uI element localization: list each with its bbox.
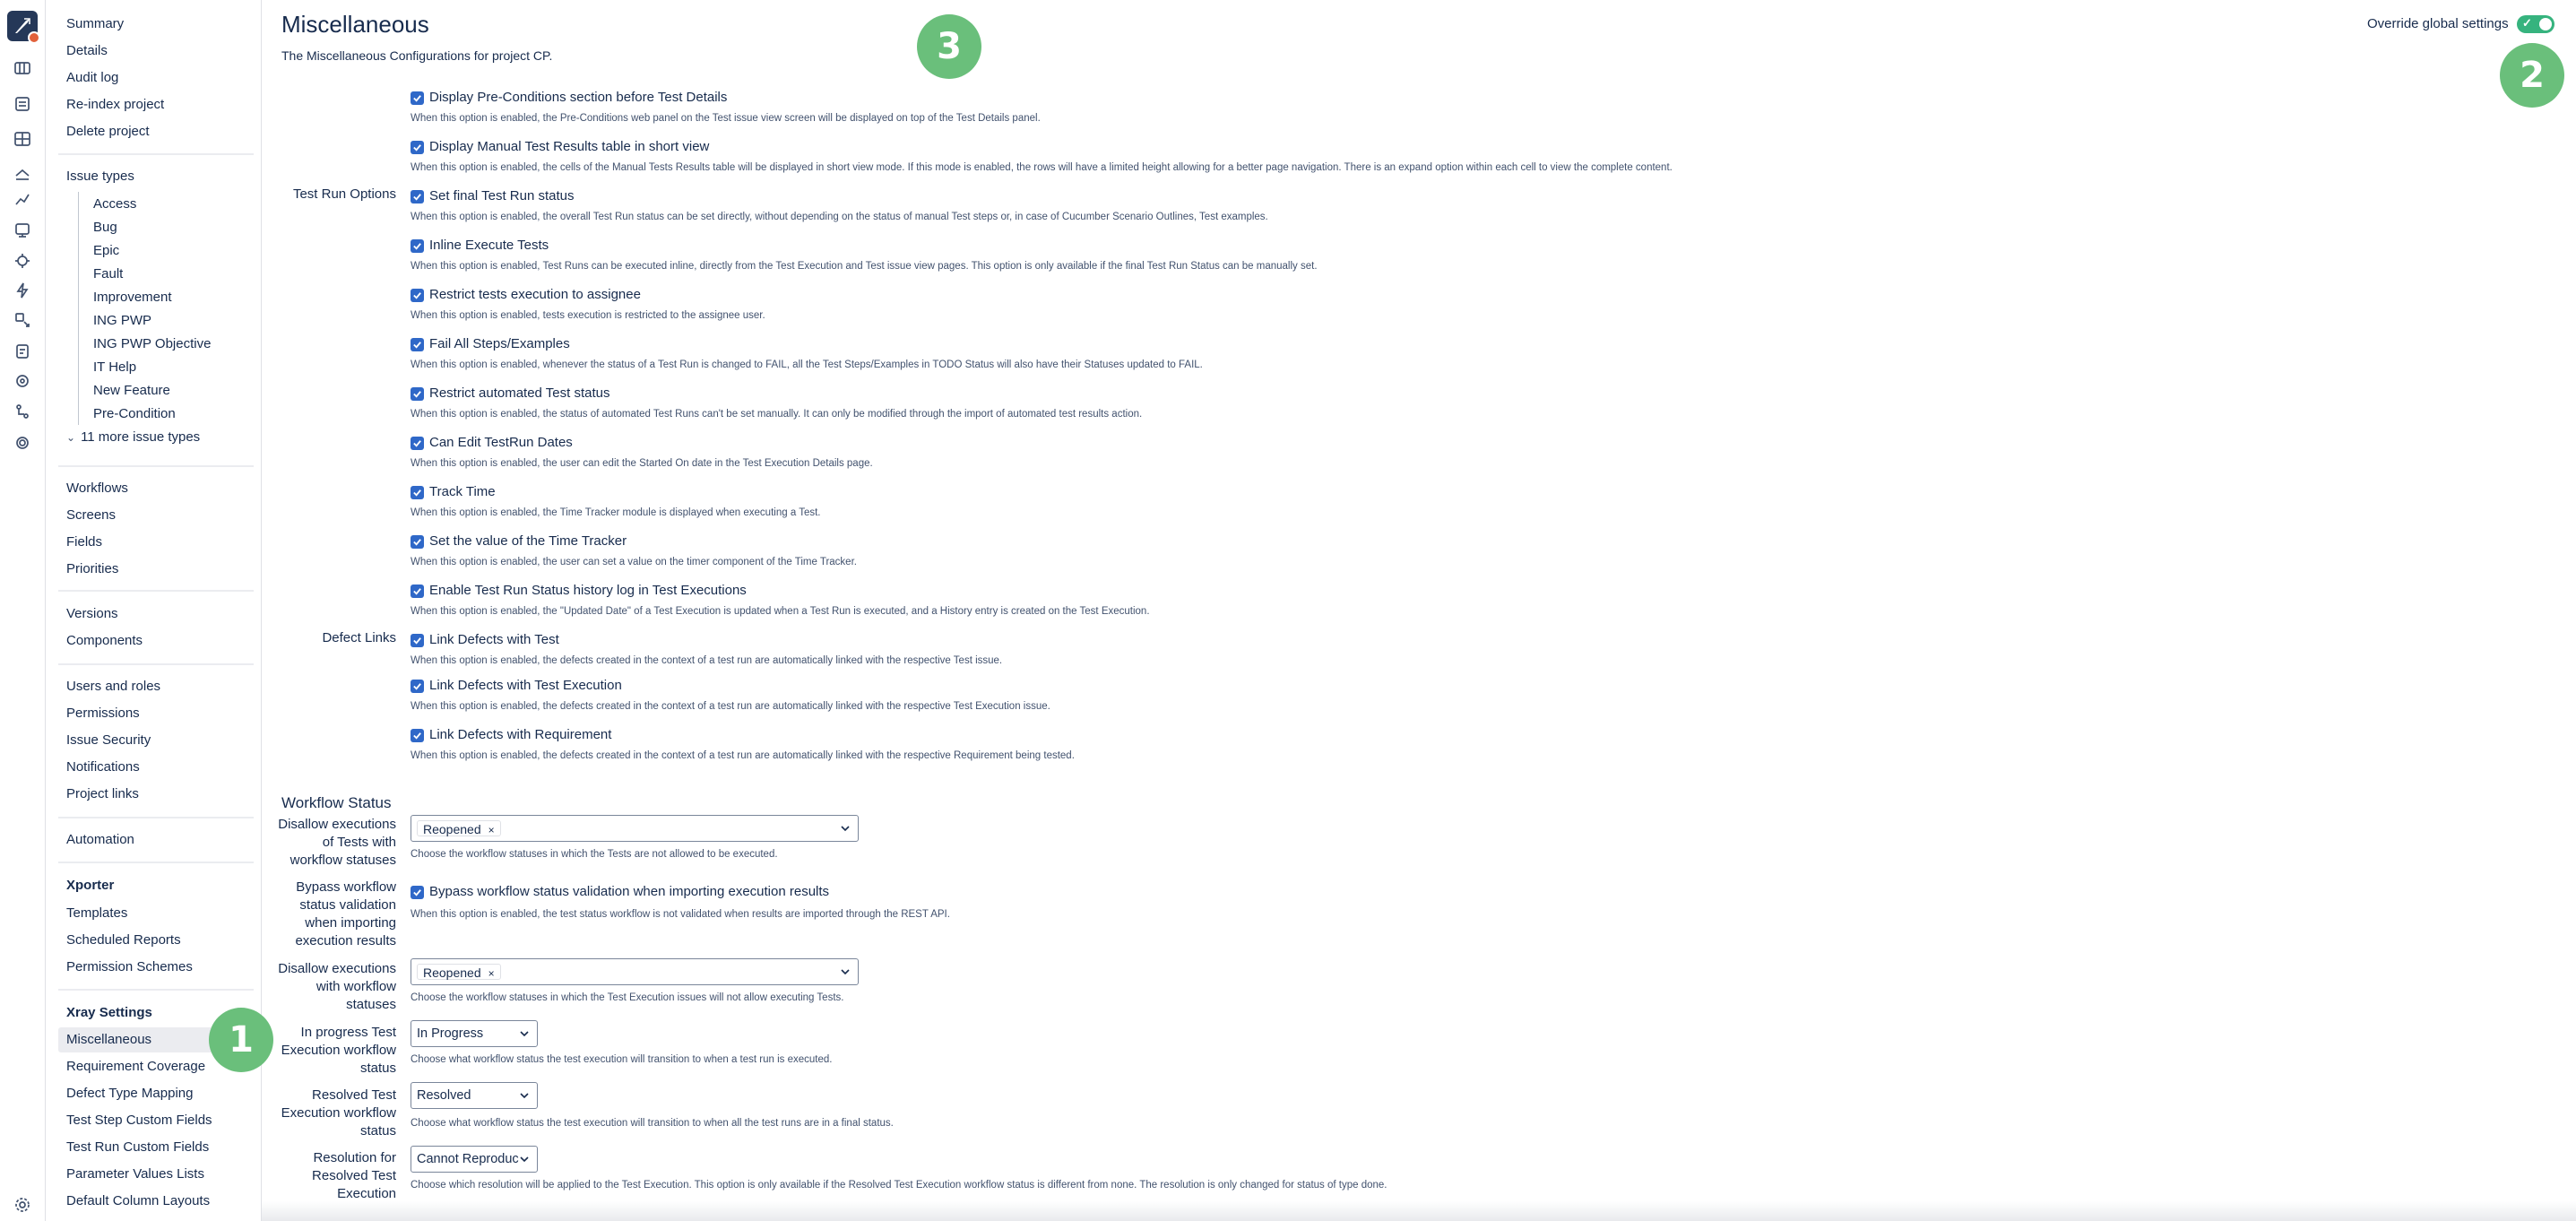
sidebar-heading-xray-settings: Xray Settings — [66, 1005, 152, 1020]
check-icon — [412, 93, 422, 103]
sidebar-item-default-column-layouts[interactable]: Default Column Layouts — [66, 1193, 211, 1208]
project-logo-icon[interactable] — [7, 11, 38, 41]
page-title: Miscellaneous — [281, 11, 429, 38]
workflow-status-heading: Workflow Status — [281, 794, 392, 811]
check-icon — [412, 681, 422, 691]
disallow-tests-statuses-select[interactable] — [411, 815, 859, 842]
chevron-down-icon — [840, 966, 851, 977]
in-progress-status-select[interactable] — [411, 1020, 538, 1047]
option-label[interactable]: Restrict tests execution to assignee — [429, 287, 641, 302]
label-line: Resolved Test — [312, 1168, 396, 1183]
check-icon — [412, 438, 422, 448]
check-icon — [412, 731, 422, 740]
sidebar-item-versions[interactable]: Versions — [66, 606, 118, 621]
sidebar-item-automation[interactable]: Automation — [66, 832, 134, 847]
backlog-icon[interactable] — [12, 93, 33, 115]
sidebar-issue-type-access[interactable]: Access — [93, 196, 137, 212]
sidebar-divider — [58, 817, 254, 818]
sidebar-issue-type-bug[interactable]: Bug — [93, 220, 117, 235]
disallow-executions-statuses-select[interactable] — [411, 958, 859, 985]
code-icon[interactable] — [12, 163, 33, 185]
sidebar-item-reindex-project[interactable]: Re-index project — [66, 97, 165, 112]
check-icon — [412, 636, 422, 645]
sidebar-item-requirement-coverage[interactable]: Requirement Coverage — [66, 1059, 206, 1074]
sidebar-issue-type-it-help[interactable]: IT Help — [93, 359, 137, 375]
option-checkbox[interactable] — [411, 338, 424, 351]
sidebar-issue-type-fault[interactable]: Fault — [93, 266, 124, 281]
option-checkbox[interactable] — [411, 585, 424, 598]
override-global-settings-toggle[interactable] — [2517, 15, 2554, 33]
option-description: When this option is enabled, the defects created in the context of a test run are automatically linked with the respective Test Execution issue. — [411, 701, 1050, 712]
global-icon-rail — [0, 0, 46, 1221]
option-checkbox[interactable] — [411, 141, 424, 154]
sidebar-item-priorities[interactable]: Priorities — [66, 561, 119, 576]
option-description: When this option is enabled, tests execution is restricted to the assignee user. — [411, 310, 765, 321]
option-checkbox[interactable] — [411, 680, 424, 693]
test-plans-icon[interactable] — [12, 341, 33, 362]
chevron-down-icon: ⌄ — [66, 431, 76, 444]
sidebar-item-templates[interactable]: Templates — [66, 905, 128, 921]
option-checkbox[interactable] — [411, 634, 424, 647]
option-checkbox[interactable] — [411, 190, 424, 204]
override-global-settings-label: Override global settings — [2367, 16, 2509, 31]
issue-types-tree-line — [78, 192, 79, 425]
option-description: When this option is enabled, the Time Tracker module is displayed when executing a Test. — [411, 507, 821, 518]
check-icon — [412, 192, 422, 202]
check-icon — [412, 488, 422, 498]
label-line: In progress Test — [300, 1025, 396, 1040]
chevron-down-icon — [519, 1154, 530, 1165]
in-progress-status-description: Choose what workflow status the test execution will transition to when a test run is executed. — [411, 1054, 833, 1065]
check-icon — [412, 241, 422, 251]
select-value: In Progress — [417, 1026, 484, 1041]
resolution-description: Choose which resolution will be applied to the Test Execution. This option is only available if the Resolved Test Execution workflow status is different from none. The resolution is only changed for status of type done. — [411, 1180, 1387, 1191]
option-description: When this option is enabled, whenever the status of a Test Run is changed to FAIL, all the Test Steps/Examples in TODO Status will also have their Statuses updated to FAIL. — [411, 359, 1203, 370]
option-description: When this option is enabled, Test Runs can be executed inline, directly from the Test Execution and Test issue view pages. This option is only available if the final Test Run Status can be manually set. — [411, 261, 1318, 272]
select-value: Resolved — [417, 1088, 471, 1103]
check-icon: ✓ — [2522, 16, 2532, 30]
sidebar-divider — [58, 465, 254, 467]
requirements-icon[interactable] — [12, 401, 33, 422]
label-line: statuses — [346, 997, 396, 1012]
bottom-scroll-shadow — [262, 1201, 2576, 1221]
resolution-select[interactable] — [411, 1146, 538, 1173]
check-icon — [412, 143, 422, 152]
test-executions-icon[interactable] — [12, 370, 33, 392]
sidebar-divider — [58, 663, 254, 665]
sidebar-divider — [58, 989, 254, 991]
label-line: status — [359, 1061, 396, 1076]
check-icon — [412, 389, 422, 399]
option-label[interactable]: Link Defects with Test Execution — [429, 678, 622, 693]
disallow-tests-description: Choose the workflow statuses in which the Tests are not allowed to be executed. — [411, 849, 778, 860]
option-label[interactable]: Can Edit TestRun Dates — [429, 435, 573, 450]
in-progress-status-label — [262, 1024, 396, 1078]
resolved-status-description: Choose what workflow status the test execution will transition to when all the test runs are in a final status. — [411, 1118, 894, 1129]
sidebar-item-issue-security[interactable]: Issue Security — [66, 732, 151, 748]
label-line: Execution workflow — [281, 1043, 396, 1058]
reports-icon[interactable] — [12, 188, 33, 210]
sidebar-item-defect-type-mapping[interactable]: Defect Type Mapping — [66, 1086, 194, 1101]
sidebar-item-workflows[interactable]: Workflows — [66, 481, 128, 496]
disallow-executions-description: Choose the workflow statuses in which the Test Execution issues will not allow executing Tests. — [411, 992, 844, 1003]
check-icon — [412, 290, 422, 300]
sidebar-issue-type-ing-pwp-objective[interactable]: ING PWP Objective — [93, 336, 212, 351]
option-description: When this option is enabled, the cells of the Manual Tests Results table will be displayed in short view mode. If this mode is enabled, the rows will have a limited height allowing for a better page navigation. There is an expand option within each cell to view the complete content. — [411, 162, 1673, 173]
chevron-down-icon — [519, 1028, 530, 1039]
sidebar-item-fields[interactable]: Fields — [66, 534, 103, 550]
timeline-icon[interactable] — [12, 128, 33, 150]
option-checkbox[interactable] — [411, 535, 424, 549]
main-content — [229, 0, 2576, 1221]
disallow-tests-label — [262, 816, 396, 870]
disallow-executions-label — [262, 960, 396, 1014]
sidebar-issue-type-pre-condition[interactable]: Pre-Condition — [93, 406, 176, 421]
sidebar-item-audit-log[interactable]: Audit log — [66, 70, 119, 85]
option-checkbox[interactable] — [411, 486, 424, 499]
more-issue-types-label: 11 more issue types — [81, 429, 201, 445]
bypass-validation-label — [262, 879, 396, 950]
option-label[interactable]: Display Pre-Conditions section before Test Details — [429, 90, 728, 105]
sidebar-item-details[interactable]: Details — [66, 43, 108, 58]
remove-tag-icon[interactable]: × — [488, 824, 495, 836]
sidebar-issue-type-improvement[interactable]: Improvement — [93, 290, 172, 305]
page-subtitle: The Miscellaneous Configurations for project CP. — [281, 48, 553, 63]
label-line: status validation — [299, 897, 396, 913]
sidebar-item-scheduled-reports[interactable]: Scheduled Reports — [66, 932, 181, 948]
sidebar-issue-type-epic[interactable]: Epic — [93, 243, 120, 258]
option-label[interactable]: Set the value of the Time Tracker — [429, 533, 627, 549]
sidebar-item-summary[interactable]: Summary — [66, 16, 125, 31]
label-line: Disallow executions — [278, 817, 396, 832]
sidebar-item-project-links[interactable]: Project links — [66, 786, 139, 801]
option-checkbox[interactable] — [411, 289, 424, 302]
option-label[interactable]: Track Time — [429, 484, 496, 499]
option-label[interactable]: Set final Test Run status — [429, 188, 575, 204]
label-line: Resolved Test — [312, 1087, 396, 1103]
sidebar-item-permissions[interactable]: Permissions — [66, 706, 140, 721]
option-checkbox[interactable] — [411, 91, 424, 105]
label-line: when importing — [305, 915, 396, 931]
status-tag — [417, 964, 501, 980]
remove-tag-icon[interactable]: × — [488, 967, 495, 980]
label-line: of Tests with — [322, 835, 396, 850]
option-description: When this option is enabled, the defects created in the context of a test run are automatically linked with the respective Test issue. — [411, 655, 1003, 666]
label-line: workflow statuses — [290, 853, 396, 868]
status-tag-label: Reopened — [423, 966, 481, 980]
sidebar-more-issue-types[interactable] — [66, 429, 200, 446]
sidebar-item-permission-schemes[interactable]: Permission Schemes — [66, 959, 193, 974]
sidebar-divider — [58, 862, 254, 863]
option-label[interactable]: Display Manual Test Results table in short view — [429, 139, 710, 154]
label-line: Resolution for — [313, 1150, 396, 1165]
sidebar-issue-type-ing-pwp[interactable]: ING PWP — [93, 313, 152, 328]
sidebar-item-test-step-custom-fields[interactable]: Test Step Custom Fields — [66, 1113, 212, 1128]
bypass-validation-checkbox-label[interactable]: Bypass workflow status validation when importing execution results — [429, 884, 830, 899]
annotation-badge-2: 2 — [2500, 43, 2564, 108]
settings-icon[interactable] — [12, 1194, 33, 1216]
label-line: execution results — [295, 933, 396, 948]
sidebar-heading-xporter: Xporter — [66, 878, 115, 893]
option-checkbox[interactable] — [411, 729, 424, 742]
tests-icon[interactable] — [12, 309, 33, 331]
releases-icon[interactable] — [12, 220, 33, 241]
chevron-down-icon — [840, 823, 851, 834]
option-label[interactable]: Fail All Steps/Examples — [429, 336, 570, 351]
bypass-validation-description: When this option is enabled, the test status workflow is not validated when results are imported through the REST API. — [411, 909, 950, 920]
toggle-knob — [2539, 18, 2552, 30]
sidebar-item-screens[interactable]: Screens — [66, 507, 117, 523]
option-description: When this option is enabled, the Pre-Conditions web panel on the Test issue view screen will be displayed on top of the Test Details panel. — [411, 113, 1041, 124]
chevron-down-icon — [519, 1090, 530, 1101]
sidebar-item-issue-types[interactable]: Issue types — [66, 169, 134, 184]
annotation-badge-1: 1 — [209, 1008, 273, 1072]
label-line: with workflow — [316, 979, 396, 994]
board-icon[interactable] — [12, 57, 33, 79]
automation-icon[interactable] — [12, 280, 33, 301]
option-description: When this option is enabled, the user can set a value on the timer component of the Time Tracker. — [411, 557, 857, 567]
check-icon — [412, 340, 422, 350]
sidebar-divider — [58, 153, 254, 155]
option-label[interactable]: Restrict automated Test status — [429, 385, 610, 401]
annotation-badge-3: 3 — [917, 14, 981, 79]
option-description: When this option is enabled, the user can edit the Started On date in the Test Execution Details page. — [411, 458, 873, 469]
status-tag-label: Reopened — [423, 822, 481, 836]
resolution-label — [262, 1149, 396, 1203]
sidebar-item-test-run-custom-fields[interactable]: Test Run Custom Fields — [66, 1139, 210, 1155]
sidebar-item-users-and-roles[interactable]: Users and roles — [66, 679, 161, 694]
sidebar-item-miscellaneous[interactable]: Miscellaneous — [66, 1032, 152, 1047]
check-icon — [412, 586, 422, 596]
option-checkbox[interactable] — [411, 239, 424, 253]
test-run-options-label: Test Run Options — [292, 186, 396, 202]
option-description: When this option is enabled, the overall Test Run status can be set directly, without depending on the status of manual Test steps or, in case of Cucumber Scenario Outlines, Test examples. — [411, 212, 1268, 222]
components-icon[interactable] — [12, 250, 33, 272]
select-value: Cannot Reproduce — [417, 1152, 526, 1166]
option-label[interactable]: Link Defects with Requirement — [429, 727, 612, 742]
check-icon — [412, 537, 422, 547]
label-line: Execution workflow — [281, 1105, 396, 1121]
option-description: When this option is enabled, the status of automated Test Runs can't be set manually. It can only be modified through the import of automated test results action. — [411, 409, 1143, 420]
option-description: When this option is enabled, the "Updated Date" of a Test Execution is updated when a Test Run is executed, and a History entry is created on the Test Execution. — [411, 606, 1150, 617]
resolved-status-label — [262, 1087, 396, 1140]
option-label[interactable]: Enable Test Run Status history log in Test Executions — [429, 583, 747, 598]
option-description: When this option is enabled, the defects created in the context of a test run are automatically linked with the respective Requirement being tested. — [411, 750, 1075, 761]
defect-links-label: Defect Links — [322, 630, 396, 645]
option-checkbox[interactable] — [411, 437, 424, 450]
bypass-validation-checkbox[interactable] — [411, 886, 424, 899]
sidebar-item-notifications[interactable]: Notifications — [66, 759, 140, 775]
resolved-status-select[interactable] — [411, 1082, 538, 1109]
option-checkbox[interactable] — [411, 387, 424, 401]
shortcuts-icon[interactable] — [12, 432, 33, 454]
label-line: Disallow executions — [278, 961, 396, 976]
label-line: status — [359, 1123, 396, 1139]
option-label[interactable]: Inline Execute Tests — [429, 238, 549, 253]
status-tag — [417, 820, 501, 836]
sidebar-item-components[interactable]: Components — [66, 633, 143, 648]
label-line: Bypass workflow — [296, 879, 396, 895]
label-line: Execution — [337, 1186, 396, 1201]
sidebar-issue-type-new-feature[interactable]: New Feature — [93, 383, 170, 398]
sidebar-item-delete-project[interactable]: Delete project — [66, 124, 150, 139]
option-label[interactable]: Link Defects with Test — [429, 632, 559, 647]
sidebar-divider — [58, 590, 254, 592]
sidebar-item-parameter-values-lists[interactable]: Parameter Values Lists — [66, 1166, 204, 1182]
